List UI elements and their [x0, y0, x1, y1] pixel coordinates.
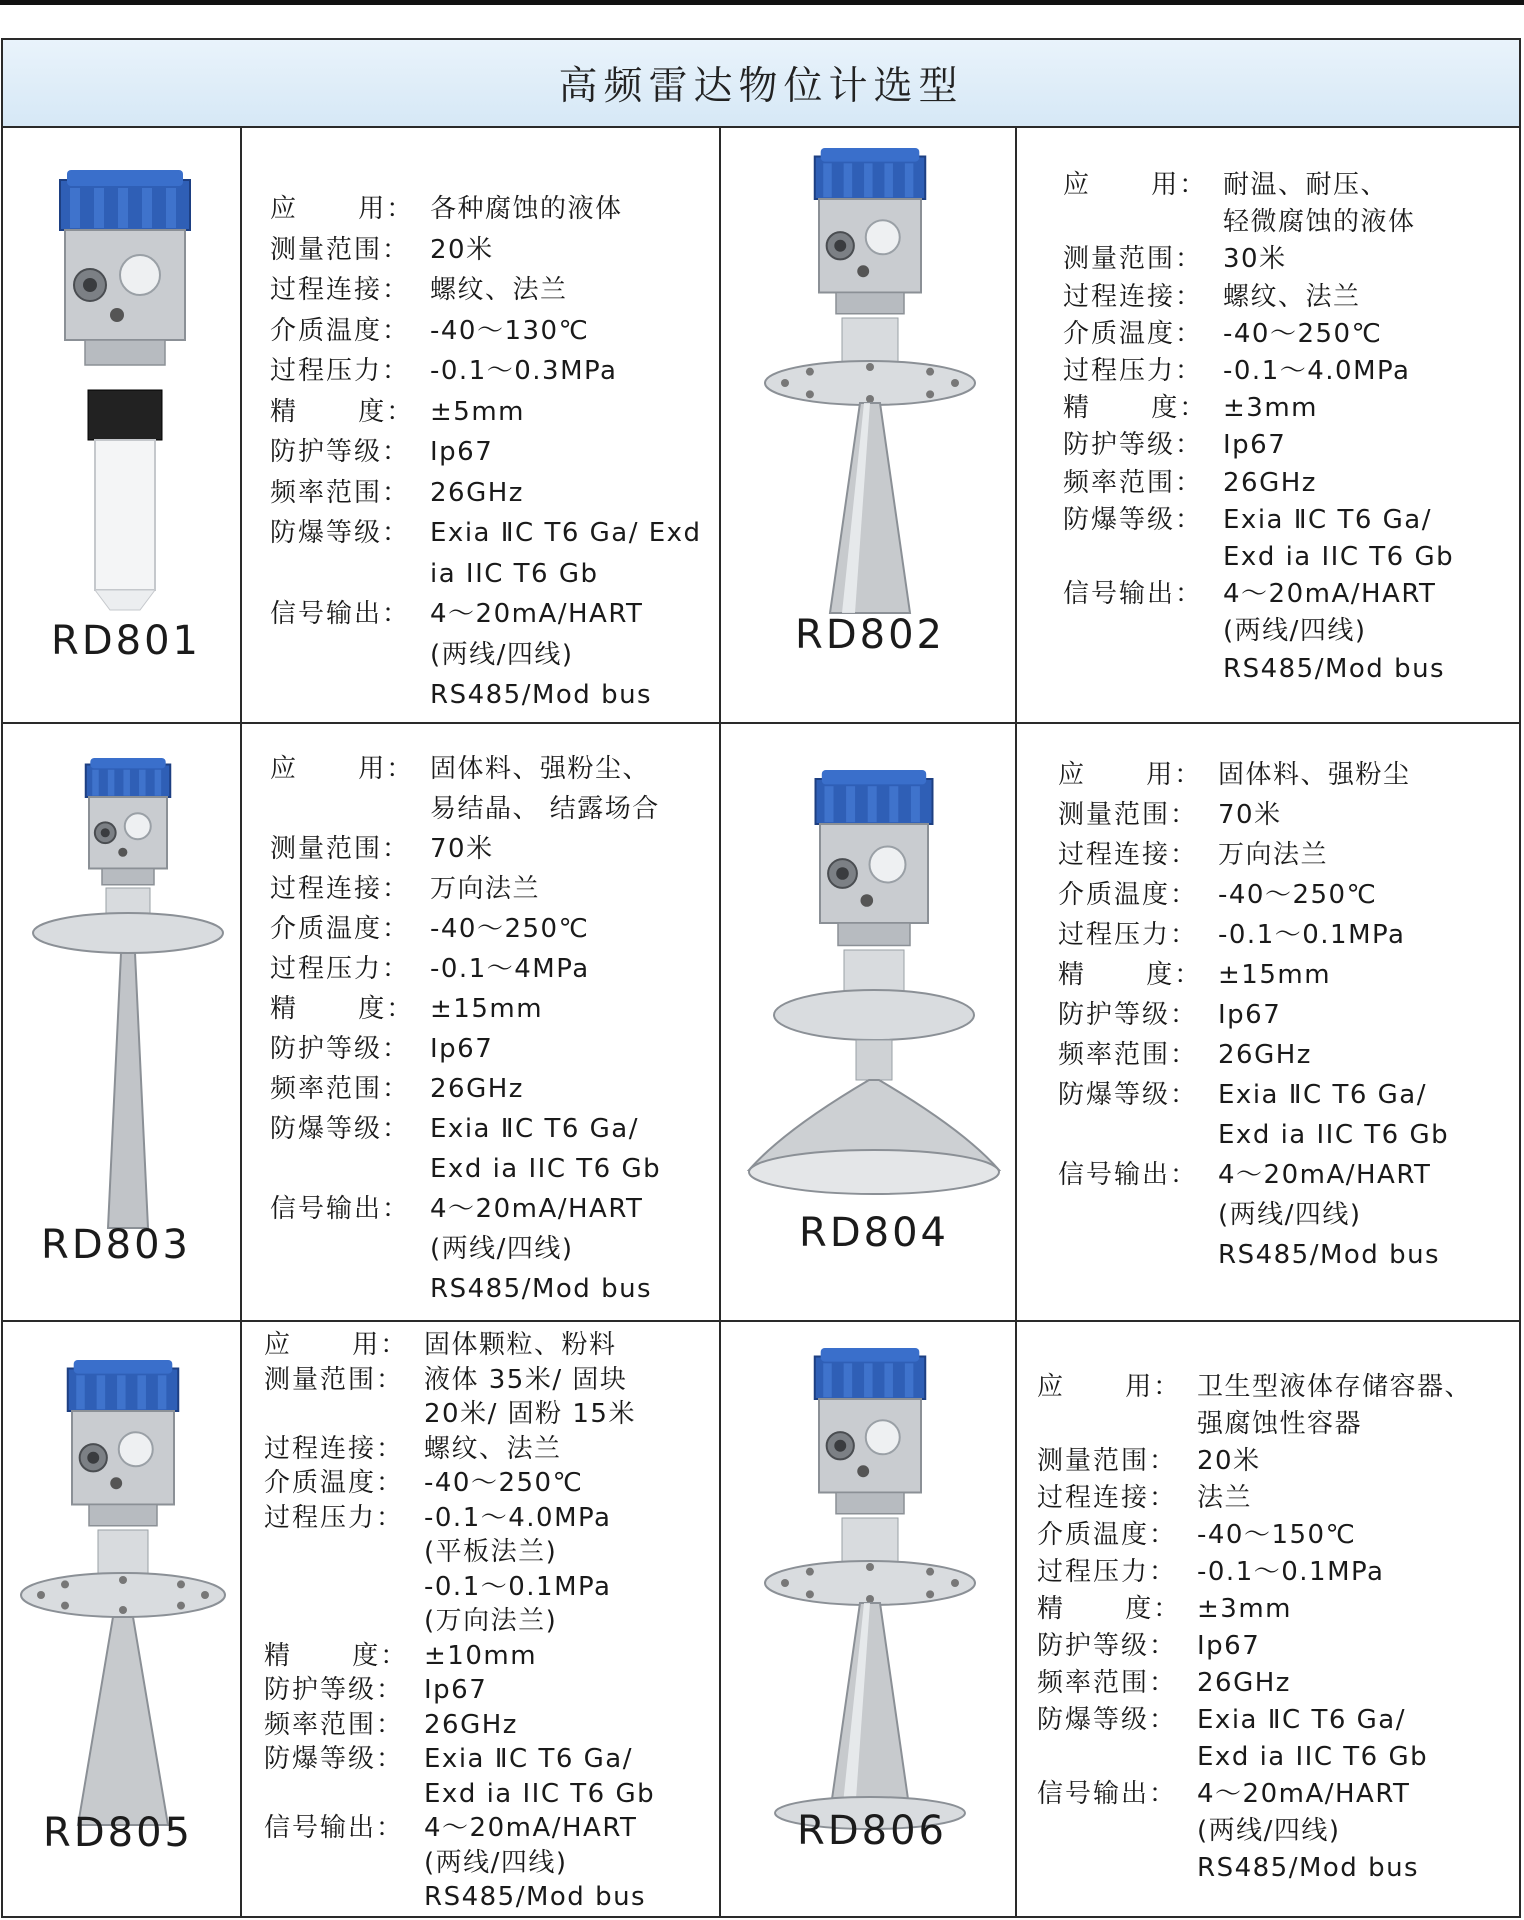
- spec-row: [1037, 1596, 1292, 1622]
- spec-label-spacer: [270, 1156, 430, 1182]
- spec-row: [1037, 1559, 1384, 1585]
- model-label: RD802: [795, 612, 945, 658]
- spec-value: RS485/Mod bus: [430, 680, 653, 710]
- spec-row: [270, 1156, 661, 1182]
- spec-value: Exd ia IIC T6 Gb: [1197, 1742, 1429, 1772]
- spec-label: 测量范围：: [1058, 800, 1199, 830]
- spec-value: 螺纹、法兰: [424, 1433, 562, 1464]
- spec-value: (两线/四线): [430, 639, 574, 670]
- spec-label: 精 度：: [1058, 960, 1203, 990]
- spec-row: [1058, 1242, 1440, 1268]
- model-label: RD801: [51, 618, 201, 664]
- grid-line: [3, 722, 1519, 724]
- spec-value: Exd ia IIC T6 Gb: [1218, 1120, 1450, 1150]
- spec-label: 精 度：: [270, 994, 415, 1024]
- spec-label: 介质温度：: [1058, 880, 1199, 910]
- spec-label: 介质温度：: [1037, 1520, 1178, 1550]
- spec-value: -0.1～4MPa: [430, 954, 590, 984]
- spec-row: [264, 1401, 636, 1427]
- spec-row: [270, 396, 525, 427]
- spec-value: 法兰: [1197, 1483, 1253, 1513]
- spec-label: 测量范围：: [1063, 244, 1204, 275]
- spec-value: 液体 35米/ 固块: [424, 1364, 628, 1395]
- spec-row: [270, 1236, 574, 1262]
- spec-label: 应 用：: [270, 754, 415, 784]
- spec-label: 介质温度：: [264, 1468, 405, 1498]
- spec-label: 介质温度：: [270, 914, 411, 944]
- product-photo-rd803: [28, 758, 228, 1238]
- spec-row: [1058, 1202, 1362, 1228]
- spec-row: [270, 1196, 643, 1222]
- spec-row: [1037, 1744, 1428, 1770]
- spec-row: [1037, 1633, 1260, 1659]
- spec-label: 过程连接：: [264, 1433, 405, 1464]
- spec-value: Exd ia IIC T6 Gb: [424, 1778, 656, 1809]
- spec-value: RS485/Mod bus: [1197, 1853, 1420, 1883]
- spec-value: 固体料、强粉尘: [1218, 760, 1411, 790]
- spec-value: (两线/四线): [1223, 616, 1367, 647]
- spec-row: [1058, 1122, 1449, 1148]
- spec-value: Exd ia IIC T6 Gb: [430, 1154, 662, 1184]
- spec-row: [270, 916, 589, 942]
- spec-label: 过程压力：: [270, 954, 411, 984]
- spec-row: [264, 1364, 628, 1395]
- spec-row: [1063, 358, 1410, 384]
- spec-row: [264, 1815, 637, 1841]
- spec-row: [1037, 1855, 1419, 1881]
- spec-row: [1058, 922, 1405, 948]
- spec-label: 防爆等级：: [270, 518, 411, 548]
- spec-label: 信号输出：: [1063, 579, 1204, 610]
- spec-value: Ip67: [1218, 1000, 1282, 1030]
- spec-value: -40～250℃: [430, 914, 590, 944]
- spec-value: Ip67: [1197, 1631, 1261, 1661]
- spec-row: [264, 1502, 612, 1533]
- spec-row: [1063, 504, 1432, 535]
- grid-line: [719, 128, 721, 1916]
- spec-row: [270, 996, 543, 1022]
- spec-label: 防护等级：: [270, 437, 411, 467]
- spec-value: -0.1～4.0MPa: [1223, 356, 1411, 386]
- spec-row: [1063, 616, 1367, 647]
- spec-row: [1063, 579, 1437, 610]
- spec-label: 过程连接：: [270, 874, 411, 904]
- spec-row: [264, 1778, 656, 1809]
- spec-label-spacer: [1037, 1411, 1197, 1437]
- spec-row: [270, 520, 702, 546]
- spec-row: [264, 1571, 612, 1602]
- spec-row: [1058, 1042, 1312, 1068]
- spec-row: [270, 234, 494, 265]
- spec-row: [1058, 842, 1328, 868]
- spec-value: ±15mm: [430, 994, 544, 1024]
- grid-line: [3, 1320, 1519, 1322]
- spec-row: [1063, 430, 1287, 461]
- spec-row: [270, 601, 643, 627]
- spec-row: [264, 1709, 518, 1740]
- spec-value: 4～20mA/HART: [424, 1813, 638, 1843]
- spec-label: 测量范围：: [1037, 1446, 1178, 1476]
- spec-value: 螺纹、法兰: [430, 275, 568, 305]
- spec-value: 强腐蚀性容器: [1197, 1409, 1363, 1439]
- spec-value: -0.1～0.1MPa: [1218, 920, 1406, 950]
- spec-label: 防爆等级：: [1037, 1705, 1178, 1735]
- spec-row: [1063, 318, 1383, 349]
- spec-label: 过程连接：: [1058, 840, 1199, 870]
- spec-value: 26GHz: [430, 477, 524, 508]
- spec-label: 防爆等级：: [264, 1744, 405, 1774]
- spec-value: RS485/Mod bus: [1223, 653, 1446, 684]
- spec-value: Exia ⅡC T6 Ga/: [1218, 1080, 1427, 1110]
- spec-label-spacer: [264, 1539, 424, 1565]
- spec-label: 过程压力：: [264, 1502, 405, 1533]
- spec-label: 防护等级：: [1063, 430, 1204, 461]
- spec-row: [270, 1076, 524, 1102]
- spec-row: [264, 1640, 538, 1671]
- spec-row: [270, 477, 524, 508]
- spec-label: 精 度：: [264, 1640, 409, 1671]
- spec-value: ia IIC T6 Gb: [430, 558, 599, 589]
- spec-value: 固体颗粒、粉料: [424, 1330, 617, 1360]
- spec-label-spacer: [264, 1884, 424, 1910]
- spec-value: (两线/四线): [1197, 1816, 1341, 1846]
- spec-label-spacer: [264, 1781, 424, 1807]
- spec-label: 防护等级：: [1058, 1000, 1199, 1030]
- spec-label-spacer: [1037, 1855, 1197, 1881]
- spec-label-spacer: [270, 1276, 430, 1302]
- product-photo-rd804: [744, 770, 1004, 1220]
- grid-line: [240, 128, 242, 1916]
- spec-row: [1058, 762, 1411, 788]
- spec-label: 精 度：: [1063, 393, 1208, 424]
- spec-label: 应 用：: [1058, 760, 1203, 790]
- spec-row: [264, 1470, 583, 1496]
- product-photo-rd802: [760, 148, 980, 628]
- spec-label-spacer: [1058, 1122, 1218, 1148]
- spec-value: ±10mm: [424, 1640, 538, 1671]
- spec-label: 信号输出：: [264, 1813, 405, 1843]
- spec-value: 20米: [1197, 1446, 1261, 1476]
- spec-label: 应 用：: [264, 1330, 409, 1360]
- spec-label: 应 用：: [1063, 170, 1208, 200]
- spec-row: [1063, 281, 1361, 312]
- spec-label: 防爆等级：: [270, 1114, 411, 1144]
- spec-label: 应 用：: [1037, 1372, 1182, 1402]
- spec-value: RS485/Mod bus: [424, 1882, 647, 1912]
- spec-value: Exd ia IIC T6 Gb: [1223, 542, 1455, 572]
- spec-value: 26GHz: [1218, 1040, 1312, 1070]
- spec-row: [264, 1884, 646, 1910]
- spec-row: [270, 796, 660, 822]
- spec-value: 4～20mA/HART: [1197, 1779, 1411, 1809]
- spec-value: 万向法兰: [430, 874, 541, 904]
- spec-value: Ip67: [424, 1675, 488, 1705]
- spec-label-spacer: [264, 1608, 424, 1634]
- table-header: [3, 40, 1519, 128]
- spec-value: 30米: [1223, 244, 1287, 275]
- spec-label: 过程连接：: [270, 275, 411, 305]
- spec-row: [270, 1116, 639, 1142]
- spec-label: 信号输出：: [270, 599, 411, 629]
- spec-value: Ip67: [1223, 430, 1287, 461]
- spec-row: [1063, 244, 1287, 275]
- spec-label: 频率范围：: [264, 1709, 405, 1740]
- spec-label-spacer: [270, 561, 430, 587]
- spec-row: [270, 1276, 652, 1302]
- spec-row: [1037, 1411, 1362, 1437]
- spec-value: Exia ⅡC T6 Ga/: [1197, 1705, 1406, 1735]
- spec-label: 过程压力：: [1058, 920, 1199, 950]
- spec-row: [1037, 1781, 1410, 1807]
- spec-value: RS485/Mod bus: [430, 1274, 653, 1304]
- spec-label: 应 用：: [270, 194, 415, 224]
- spec-value: -40～130℃: [430, 315, 590, 346]
- spec-label: 过程连接：: [1037, 1483, 1178, 1513]
- spec-value: -0.1～0.3MPa: [430, 356, 618, 386]
- spec-row: [264, 1332, 617, 1358]
- product-photo-rd805: [18, 1360, 228, 1830]
- spec-value: (两线/四线): [424, 1847, 568, 1878]
- spec-value: 螺纹、法兰: [1223, 281, 1361, 312]
- model-label: RD806: [797, 1808, 947, 1854]
- spec-row: [270, 682, 652, 708]
- spec-value: 26GHz: [430, 1074, 524, 1104]
- spec-label-spacer: [1063, 209, 1223, 235]
- spec-value: -40～250℃: [1223, 318, 1383, 349]
- spec-row: [264, 1539, 557, 1565]
- spec-label: 防爆等级：: [1063, 504, 1204, 535]
- spec-label: 过程压力：: [1063, 356, 1204, 386]
- spec-row: [1063, 653, 1446, 684]
- spec-value: 70米: [430, 834, 494, 864]
- spec-value: ±15mm: [1218, 960, 1332, 990]
- spec-value: RS485/Mod bus: [1218, 1240, 1441, 1270]
- spec-label-spacer: [1063, 656, 1223, 682]
- spec-label: 频率范围：: [1037, 1668, 1178, 1698]
- spec-label-spacer: [1037, 1744, 1197, 1770]
- spec-row: [1037, 1818, 1341, 1844]
- spec-label: 频率范围：: [270, 477, 411, 508]
- spec-value: 4～20mA/HART: [430, 599, 644, 629]
- spec-row: [1063, 467, 1317, 498]
- spec-row: [264, 1847, 568, 1878]
- spec-value: 固体料、强粉尘、: [430, 754, 651, 784]
- spec-value: Exia ⅡC T6 Ga/: [1223, 504, 1432, 535]
- page-title: 高频雷达物位计选型: [558, 64, 964, 109]
- spec-row: [270, 196, 623, 222]
- spec-label: 频率范围：: [270, 1074, 411, 1104]
- spec-value: 万向法兰: [1218, 840, 1329, 870]
- spec-value: (两线/四线): [430, 1234, 574, 1264]
- spec-value: ±3mm: [1197, 1594, 1292, 1624]
- spec-row: [270, 315, 590, 346]
- spec-row: [270, 756, 650, 782]
- spec-value: (平板法兰): [424, 1537, 558, 1567]
- spec-value: Exia ⅡC T6 Ga/: [424, 1744, 633, 1774]
- spec-value: 26GHz: [424, 1709, 518, 1740]
- spec-row: [270, 358, 617, 384]
- spec-label: 防护等级：: [1037, 1631, 1178, 1661]
- spec-row: [270, 277, 568, 303]
- top-rule: [0, 0, 1524, 5]
- spec-label: 信号输出：: [1058, 1160, 1199, 1190]
- spec-value: 4～20mA/HART: [430, 1194, 644, 1224]
- spec-label: 频率范围：: [1063, 467, 1204, 498]
- spec-value: Ip67: [430, 437, 494, 467]
- model-label: RD803: [41, 1222, 191, 1268]
- spec-row: [270, 836, 494, 862]
- spec-value: Exia ⅡC T6 Ga/: [430, 1114, 639, 1144]
- spec-row: [270, 956, 590, 982]
- spec-label: 测量范围：: [264, 1364, 405, 1395]
- spec-row: [1037, 1374, 1472, 1400]
- spec-label: 信号输出：: [1037, 1779, 1178, 1809]
- spec-value: (万向法兰): [424, 1606, 558, 1636]
- spec-row: [270, 876, 540, 902]
- spec-label-spacer: [270, 796, 430, 822]
- spec-label: 测量范围：: [270, 234, 411, 265]
- spec-label-spacer: [1037, 1818, 1197, 1844]
- spec-value: -40～250℃: [424, 1468, 584, 1498]
- spec-value: ±3mm: [1223, 393, 1318, 424]
- spec-row: [1058, 1082, 1427, 1108]
- spec-label: 防护等级：: [270, 1034, 411, 1064]
- spec-label: 防爆等级：: [1058, 1080, 1199, 1110]
- spec-row: [1037, 1670, 1291, 1696]
- spec-value: 20米: [430, 234, 494, 265]
- spec-value: 26GHz: [1223, 467, 1317, 498]
- spec-label-spacer: [264, 1574, 424, 1600]
- spec-row: [1063, 544, 1454, 570]
- spec-value: -40～150℃: [1197, 1520, 1357, 1550]
- spec-value: Ip67: [430, 1034, 494, 1064]
- spec-value: -0.1～0.1MPa: [1197, 1557, 1385, 1587]
- spec-row: [1063, 172, 1388, 198]
- spec-value: 卫生型液体存储容器、: [1197, 1372, 1473, 1402]
- spec-row: [1058, 962, 1331, 988]
- spec-label: 过程压力：: [1037, 1557, 1178, 1587]
- spec-value: 轻微腐蚀的液体: [1223, 207, 1416, 238]
- spec-row: [270, 639, 574, 670]
- spec-label-spacer: [270, 642, 430, 668]
- spec-label: 介质温度：: [270, 315, 411, 346]
- spec-label: 信号输出：: [270, 1194, 411, 1224]
- spec-label-spacer: [270, 682, 430, 708]
- spec-row: [1058, 1002, 1281, 1028]
- spec-row: [1058, 802, 1282, 828]
- spec-row: [270, 1036, 493, 1062]
- spec-label: 精 度：: [1037, 1594, 1182, 1624]
- spec-label-spacer: [1058, 1242, 1218, 1268]
- spec-label: 精 度：: [270, 396, 415, 427]
- spec-label-spacer: [270, 1236, 430, 1262]
- spec-row: [270, 439, 493, 465]
- spec-label-spacer: [1063, 618, 1223, 644]
- spec-row: [264, 1433, 562, 1464]
- spec-label: 防护等级：: [264, 1675, 405, 1705]
- spec-value: 各种腐蚀的液体: [430, 194, 623, 224]
- spec-value: Exia ⅡC T6 Ga/ Exd: [430, 518, 702, 548]
- spec-value: -40～250℃: [1218, 880, 1378, 910]
- spec-label: 频率范围：: [1058, 1040, 1199, 1070]
- spec-row: [1037, 1707, 1406, 1733]
- spec-value: 26GHz: [1197, 1668, 1291, 1698]
- spec-value: 易结晶、 结露场合: [430, 794, 660, 824]
- spec-value: 4～20mA/HART: [1218, 1160, 1432, 1190]
- grid-line: [1015, 128, 1017, 1916]
- spec-row: [1037, 1522, 1356, 1548]
- spec-value: -0.1～0.1MPa: [424, 1571, 612, 1602]
- spec-label: 过程连接：: [1063, 281, 1204, 312]
- spec-value: 耐温、耐压、: [1223, 170, 1389, 200]
- spec-row: [270, 558, 599, 589]
- spec-row: [264, 1677, 487, 1703]
- model-label: RD805: [43, 1810, 193, 1856]
- spec-value: 4～20mA/HART: [1223, 579, 1437, 610]
- spec-row: [264, 1746, 633, 1772]
- spec-label: 测量范围：: [270, 834, 411, 864]
- product-photo-rd801: [40, 170, 210, 610]
- model-label: RD804: [799, 1210, 949, 1256]
- product-photo-rd806: [760, 1348, 980, 1828]
- spec-label-spacer: [264, 1401, 424, 1427]
- spec-row: [264, 1608, 557, 1634]
- spec-row: [1037, 1448, 1261, 1474]
- spec-value: 20米/ 固粉 15米: [424, 1399, 636, 1429]
- spec-value: 70米: [1218, 800, 1282, 830]
- spec-value: -0.1～4.0MPa: [424, 1502, 612, 1533]
- spec-label-spacer: [264, 1850, 424, 1876]
- spec-label-spacer: [1058, 1202, 1218, 1228]
- spec-label: 过程压力：: [270, 356, 411, 386]
- spec-row: [1058, 1162, 1431, 1188]
- spec-label-spacer: [1063, 544, 1223, 570]
- spec-value: ±5mm: [430, 396, 525, 427]
- spec-row: [1037, 1485, 1252, 1511]
- spec-row: [1058, 882, 1377, 908]
- spec-row: [1063, 393, 1318, 424]
- spec-row: [1063, 207, 1416, 238]
- spec-label: 介质温度：: [1063, 318, 1204, 349]
- spec-value: (两线/四线): [1218, 1200, 1362, 1230]
